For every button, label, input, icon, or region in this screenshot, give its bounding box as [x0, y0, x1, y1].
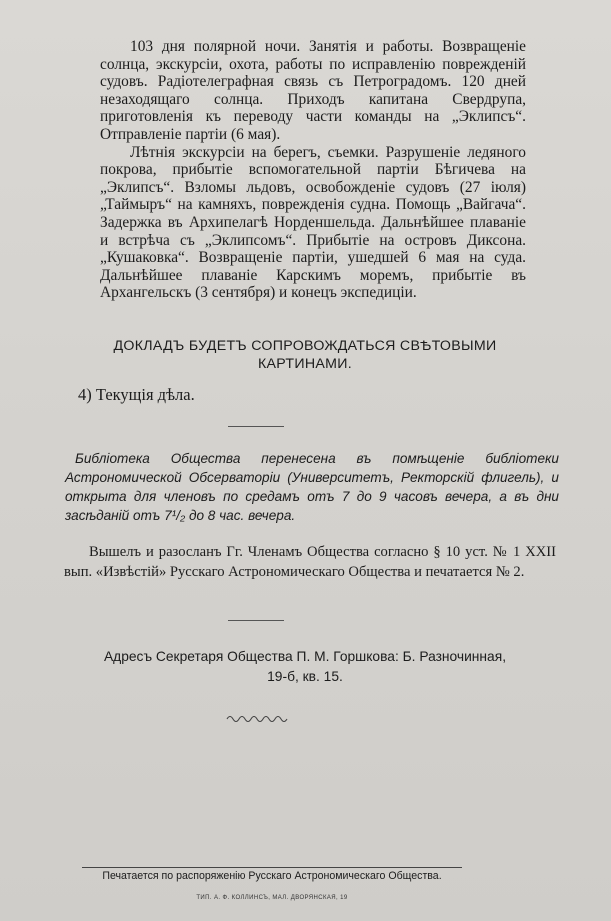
lecture-notice-heading: ДОКЛАДЪ БУДЕТЪ СОПРОВОЖДАТЬСЯ СВѢТОВЫМИ КАРТИНАМИ.	[113, 338, 497, 372]
agenda-item: 4) Текущія дѣла.	[78, 385, 195, 404]
body-paragraph: Лѣтнія экскурсіи на берегъ, съемки. Разрушеніе ледяного покрова, прибытіе вспомогательной партіи Бѣгичева на „Эклипсъ“. Взломы льдовъ, освобожденіе судовъ (27 іюля) „Таймыръ“ на камняхъ, поврежденія судна. Помощь „Вайгача“. Задержка въ Архипелагѣ Норденшельда. Дальнѣйшее плаваніе и встрѣча съ „Эклипсомъ“. Прибытіе на островъ Диксона. „Кушаковка“. Возвращеніе партіи, ушедшей 6 мая на суда. Дальнѣйшее плаваніе Карскимъ моремъ, прибытіе въ Архангельскъ (3 сентября) и конецъ экспедиціи.	[100, 143, 526, 302]
publication-note: Вышелъ и разосланъ Гг. Членамъ Общества согласно § 10 уст. № 1 XXII вып. «Извѣстій» Русскаго Астрономическаго Общества и печатается № 2.	[64, 544, 556, 580]
body-paragraph: 103 дня полярной ночи. Занятія и работы. Возвращеніе солнца, экскурсіи, охота, работы по исправленію поврежденій судовъ. Радіотелеграфная связь съ Петроградомъ. 120 дней незаходящаго солнца. Приходъ капитана Свердрупа, приготовленія къ переводу части команды на „Эклипсъ“. Отправленіе партіи (6 мая).	[100, 38, 526, 143]
address-line: 19-б, кв. 15.	[267, 669, 343, 684]
address-line: Адресъ Секретаря Общества П. М. Горшкова: Б. Разночинная,	[103, 649, 507, 664]
decorative-squiggle	[226, 712, 288, 726]
expedition-summary	[100, 38, 526, 302]
footer-rule	[82, 867, 462, 868]
library-note: Библіотека Общества перенесена въ помѣщеніе библіотеки Астрономической Обсерваторіи (Университетъ, Ректорскій флигель), и открыта для членовъ по средамъ отъ 7 до 9 часовъ вечера, а въ дни засѣданій отъ 7¹/₂ до 8 час. вечера.	[65, 451, 559, 523]
divider	[228, 426, 284, 427]
divider	[228, 620, 284, 621]
printer-imprint: ТИП. А. Ф. КОЛЛИНСЪ, МАЛ. ДВОРЯНСКАЯ, 19	[196, 895, 348, 901]
secretary-address	[60, 647, 550, 687]
footer-text: Печатается по распоряженію Русскаго Астрономическаго Общества.	[102, 870, 442, 882]
